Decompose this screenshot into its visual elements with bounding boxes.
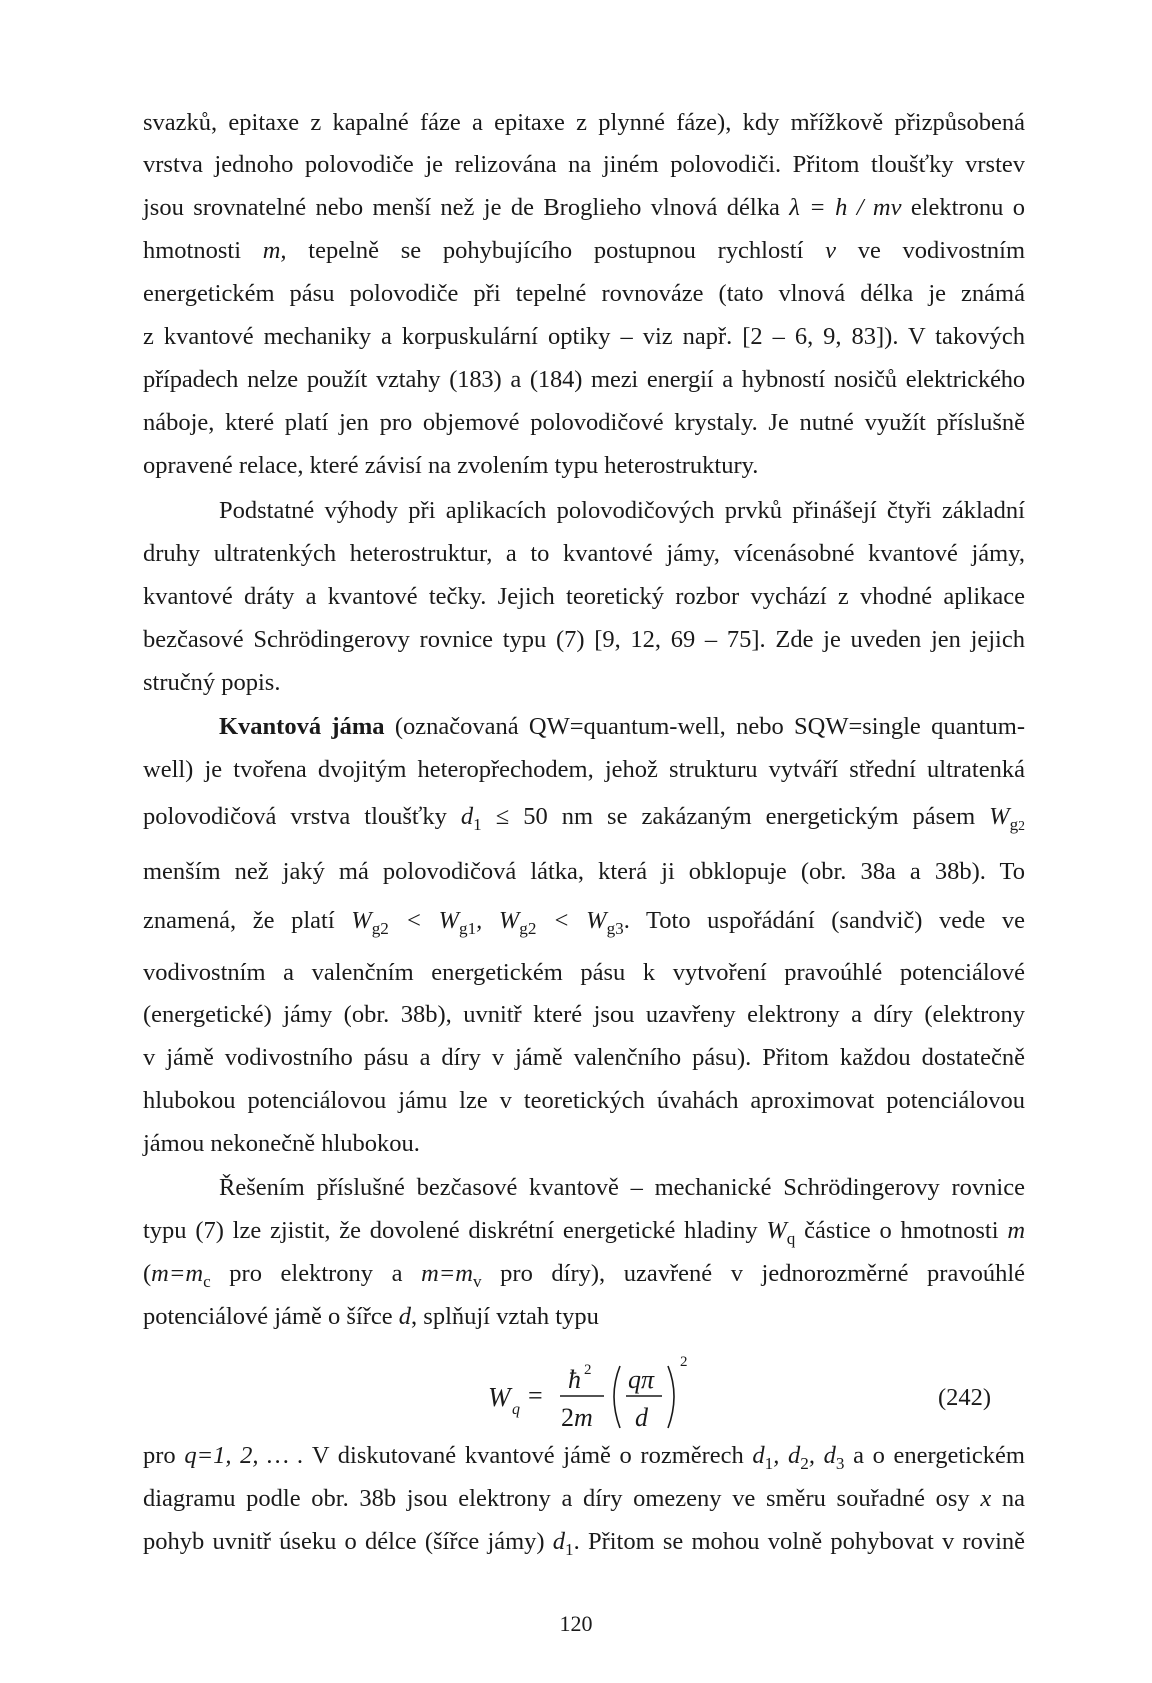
text-line: (energetické) jámy (obr. 38b), uvnitř které jsou uzavřeny elektrony a díry (elektrony	[143, 1001, 1025, 1028]
text-line: Podstatné výhody při aplikacích polovodičových prvků přinášejí čtyři základní	[219, 497, 1025, 524]
term-quantum-well: Kvantová jáma	[219, 713, 385, 740]
svg-text:qπ: qπ	[628, 1365, 655, 1394]
text-line: polovodičová vrstva tloušťky $d_1 \le 50$ nm se zakázaným energetickým pásem $W_{g2}$	[143, 803, 1026, 834]
text-line: well) je tvořena dvojitým heteropřechodem, jehož strukturu vytváří střední ultratenká	[143, 756, 1025, 783]
text-line: vodivostním a valenčním energetickém pásu k vytvoření pravoúhlé potenciálové	[143, 959, 1025, 986]
text-line: kvantové dráty a kvantové tečky. Jejich teoretický rozbor vychází z vhodné aplikace	[143, 583, 1025, 610]
text-line: Kvantová jáma (označovaná QW=quantum-well, nebo SQW=single quantum-	[219, 713, 1026, 740]
text-line: pro q=1, 2, … . V diskutované kvantové jámě o rozměrech $d_1$, $d_2$, $d_3$ a o energetickém	[143, 1442, 1025, 1473]
text-line: případech nelze použít vztahy (183) a (184) mezi energií a hybností nosičů elektrického	[143, 366, 1025, 393]
text-line: hmotnosti m, tepelně se pohybujícího postupnou rychlostí v ve vodivostním	[143, 237, 1026, 264]
text-line: bezčasové Schrödingerovy rovnice typu (7) [9, 12, 69 – 75]. Zde je uveden jen jejich	[143, 626, 1025, 653]
formula-de-broglie: λ = h / mv	[789, 194, 902, 221]
svg-text:W: W	[488, 1382, 511, 1412]
page-number: 120	[559, 1611, 593, 1636]
text-line: jámou nekonečně hlubokou.	[143, 1130, 420, 1157]
svg-text:=: =	[528, 1381, 543, 1410]
text-line: stručný popis.	[143, 669, 281, 696]
text-line: energetickém pásu polovodiče při tepelné rovnováze (tato vlnová délka je známá	[143, 280, 1025, 307]
text-line: potenciálové jámě o šířce d, splňují vztah typu	[143, 1303, 599, 1330]
svg-text:2m: 2m	[561, 1403, 593, 1432]
text-line: Řešením příslušné bezčasové kvantově – mechanické Schrödingerovy rovnice	[219, 1174, 1025, 1201]
text-line: vrstva jednoho polovodiče je relizována na jiném polovodiči. Přitom tloušťky vrstev	[143, 151, 1025, 178]
text-line: diagramu podle obr. 38b jsou elektrony a díry omezeny ve směru souřadné osy x na	[143, 1485, 1026, 1512]
svg-text:d: d	[635, 1403, 648, 1432]
equation-242	[0, 1348, 1152, 1438]
text-line: ($m=m_c$ pro elektrony a $m=m_v$ pro díry), uzavřené v jednorozměrné pravoúhlé	[143, 1260, 1025, 1291]
text-line: opravené relace, které závisí na zvolením typu heterostruktury.	[143, 452, 759, 479]
text-line: jsou srovnatelné nebo menší než je de Broglieho vlnová délka λ = h / mv elektronu o	[143, 194, 1025, 221]
svg-text:2: 2	[584, 1362, 592, 1378]
equation-number: (242)	[938, 1384, 992, 1411]
text-line: z kvantové mechaniky a korpuskulární optiky – viz např. [2 – 6, 9, 83]). V takových	[143, 323, 1025, 350]
text-line: svazků, epitaxe z kapalné fáze a epitaxe z plynné fáze), kdy mřížkově přizpůsobená	[143, 109, 1025, 136]
svg-text:q: q	[512, 1401, 520, 1418]
text-line: v jámě vodivostního pásu a díry v jámě valenčního pásu). Přitom každou dostatečně	[143, 1044, 1025, 1071]
text-line: menším než jaký má polovodičová látka, která ji obklopuje (obr. 38a a 38b). To	[143, 858, 1025, 885]
text-line: znamená, že platí $W_{g2} < W_{g1}$, $W_{g2} < W_{g3}$. Toto uspořádání (sandvič) vede ve	[143, 907, 1026, 938]
equation-formula	[468, 1348, 768, 1438]
text-line: náboje, které platí jen pro objemové polovodičové krystaly. Je nutné využít příslušně	[143, 409, 1025, 436]
inequality-formula: $W_{g2} < W_{g1}$, $W_{g2} < W_{g3}$	[351, 907, 624, 938]
text-line: druhy ultratenkých heterostruktur, a to kvantové jámy, vícenásobné kvantové jámy,	[143, 540, 1025, 567]
text-line: pohyb uvnitř úseku o délce (šířce jámy) $d_1$. Přitom se mohou volně pohybovat v rovině	[143, 1528, 1025, 1559]
svg-text:ħ: ħ	[568, 1365, 581, 1394]
text-line: typu (7) lze zjistit, že dovolené diskrétní energetické hladiny $W_q$ částice o hmotnosti m	[143, 1217, 1026, 1248]
text-line: hlubokou potenciálovou jámu lze v teoretických úvahách aproximovat potenciálovou	[143, 1087, 1025, 1114]
svg-text:2: 2	[680, 1354, 688, 1370]
